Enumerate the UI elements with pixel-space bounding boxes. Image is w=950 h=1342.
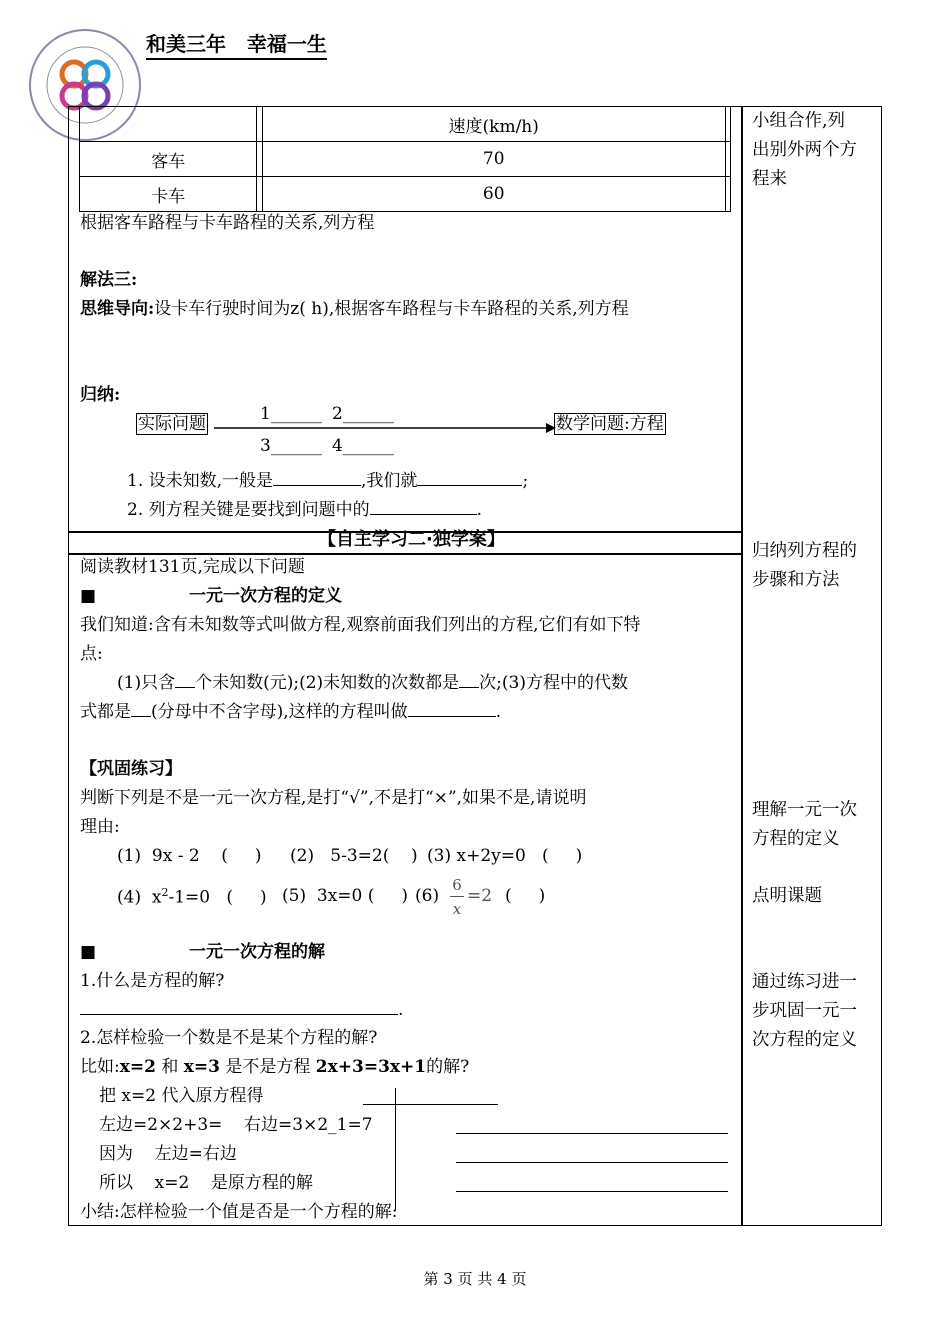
step1-line <box>127 471 528 491</box>
step1-text: ,我们就 <box>361 471 418 491</box>
column-divider <box>741 106 743 1226</box>
question-1: 1.什么是方程的解? <box>80 971 225 991</box>
table-cell <box>725 177 730 212</box>
check-step-2: 左边=2×2+3= 右边=3×2_1=7 <box>99 1115 373 1135</box>
speed-table <box>79 106 731 212</box>
method3-text: 设卡车行驶时间为z( h),根据客车路程与卡车路程的关系,列方程 <box>154 299 629 319</box>
step1-text: ; <box>522 471 529 491</box>
definition-part: 式都是 <box>80 702 131 722</box>
fraction-denominator: x <box>452 900 462 918</box>
flow-right-label: 数学问题:方程 <box>556 414 664 434</box>
answer-line <box>456 1191 728 1192</box>
exercise-2: (2) 5-3=2( ) <box>290 846 418 866</box>
practice-title: 【巩固练习】 <box>80 759 182 779</box>
flow-step-3: 3______ <box>260 436 322 456</box>
table-cell: 卡车 <box>80 177 257 212</box>
practice-text: 理由: <box>80 817 120 837</box>
note-line: 次方程的定义 <box>752 1030 857 1050</box>
flow-left-label: 实际问题 <box>138 414 206 434</box>
table-cell: 60 <box>262 177 725 212</box>
note-line: 出别外两个方 <box>752 140 857 160</box>
exercise-6-rhs: =2 <box>467 886 493 906</box>
table-row <box>80 177 731 212</box>
example-part: 2x+3=3x+1 <box>315 1057 427 1077</box>
answer-end: . <box>398 1000 404 1020</box>
blank[interactable] <box>459 687 479 688</box>
exercise-part: (4) x <box>117 887 162 908</box>
answer-line <box>456 1162 728 1163</box>
method3-line <box>80 299 629 319</box>
check-step-4: 所以 x=2 是原方程的解 <box>99 1173 313 1193</box>
check-step-1: 把 x=2 代入原方程得 <box>99 1086 264 1106</box>
question-2: 2.怎样检验一个数是不是某个方程的解? <box>80 1028 378 1048</box>
sidebar-note <box>752 107 880 194</box>
check-step-3: 因为 左边=右边 <box>99 1144 237 1164</box>
definition-text <box>80 702 501 722</box>
example-line <box>80 1057 469 1077</box>
definition-text: 我们知道:含有未知数等式叫做方程,观察前面我们列出的方程,它们有如下特 <box>80 615 641 635</box>
practice-text: 判断下列是不是一元一次方程,是打“√”,不是打“×”,如果不是,请说明 <box>80 788 587 808</box>
note-line: 点明课题 <box>752 886 822 906</box>
note-line: 方程的定义 <box>752 829 840 849</box>
sidebar-note <box>752 968 880 1055</box>
blank[interactable] <box>408 716 496 717</box>
flow-arrow-icon <box>214 420 556 436</box>
table-cell: 客车 <box>80 142 257 177</box>
summary-title: 归纳: <box>80 385 121 405</box>
exercise-1: (1) 9x - 2 ( ) <box>117 846 262 866</box>
note-line: 步巩固一元一 <box>752 1001 857 1021</box>
example-part: 和 <box>161 1057 179 1077</box>
note-line: 程来 <box>752 169 787 189</box>
note-line: 小组合作,列 <box>752 111 846 131</box>
table-row <box>80 142 731 177</box>
exercise-part: -1=0 ( ) <box>168 887 267 908</box>
table-cell <box>80 107 257 142</box>
answer-line <box>80 1000 403 1020</box>
flow-step-2: 2______ <box>332 404 394 424</box>
exercise-6-answer: ( ) <box>505 886 546 906</box>
example-part: 的解? <box>426 1057 470 1077</box>
answer-line <box>363 1104 498 1105</box>
exercise-4 <box>117 886 267 908</box>
blank[interactable] <box>80 1014 398 1015</box>
method3-title: 解法三: <box>80 270 138 290</box>
example-part: x=3 <box>183 1057 220 1077</box>
table-row <box>80 107 731 142</box>
exercise-exponent: 2 <box>161 886 169 899</box>
table-cell: 速度(km/h) <box>262 107 725 142</box>
row-divider <box>68 553 741 555</box>
relation-text: 根据客车路程与卡车路程的关系,列方程 <box>80 213 375 233</box>
sidebar-note <box>752 796 880 854</box>
flow-left-box <box>136 414 208 434</box>
header-title: 和美三年 幸福一生 <box>146 28 327 60</box>
definition-part: 次;(3)方程中的代数 <box>479 673 628 693</box>
divider-line <box>395 1088 396 1210</box>
blank[interactable] <box>131 716 151 717</box>
page-number: 第 3 页 共 4 页 <box>423 1270 527 1288</box>
note-line: 通过练习进一 <box>752 972 857 992</box>
exercise-3: (3) x+2y=0 ( ) <box>427 846 583 866</box>
sidebar-note <box>752 537 880 595</box>
sidebar-note <box>752 882 880 911</box>
exercise-5: (5) 3x=0 ( ) <box>282 886 409 906</box>
method3-label: 思维导向: <box>80 299 155 319</box>
blank[interactable] <box>175 687 195 688</box>
step2-line <box>127 500 482 520</box>
definition-text <box>117 673 628 693</box>
note-line: 理解一元一次 <box>752 800 857 820</box>
definition-part: 个未知数(元);(2)未知数的次数都是 <box>195 673 460 693</box>
step1-text: 1. 设未知数,一般是 <box>127 471 274 491</box>
step2-text: . <box>476 500 483 520</box>
exercise-6-label: (6) <box>415 886 440 906</box>
example-part: 是不是方程 <box>225 1057 311 1077</box>
example-part: 比如: <box>80 1057 120 1077</box>
definition-part: (1)只含 <box>117 673 176 693</box>
answer-line <box>456 1133 728 1134</box>
definition-part: (分母中不含字母),这样的方程叫做 <box>151 702 408 722</box>
flow-step-4: 4______ <box>332 436 394 456</box>
note-line: 步骤和方法 <box>752 570 840 590</box>
definition-title: 一元一次方程的定义 <box>189 586 342 606</box>
fraction-bar <box>450 896 464 897</box>
table-cell <box>725 107 730 142</box>
step2-text: 2. 列方程关键是要找到问题中的 <box>127 500 370 520</box>
blank[interactable] <box>417 485 522 486</box>
table-cell: 70 <box>262 142 725 177</box>
bullet-2: ■ <box>80 942 97 962</box>
flow-right-box <box>554 414 666 434</box>
read-text: 阅读教材131页,完成以下问题 <box>80 557 305 577</box>
flow-step-1: 1______ <box>260 404 322 424</box>
section2-title: 【自主学习二·独学案】 <box>318 529 505 550</box>
blank[interactable] <box>273 485 361 486</box>
blank[interactable] <box>370 514 477 515</box>
note-line: 归纳列方程的 <box>752 541 857 561</box>
conclusion-text: 小结:怎样检验一个值是否是一个方程的解: <box>80 1202 398 1222</box>
example-part: x=2 <box>119 1057 156 1077</box>
solution-title: 一元一次方程的解 <box>189 942 325 962</box>
fraction-numerator: 6 <box>452 876 462 894</box>
definition-text: 点: <box>80 644 103 664</box>
bullet-1: ■ <box>80 586 97 606</box>
table-cell <box>725 142 730 177</box>
definition-part: . <box>495 702 502 722</box>
